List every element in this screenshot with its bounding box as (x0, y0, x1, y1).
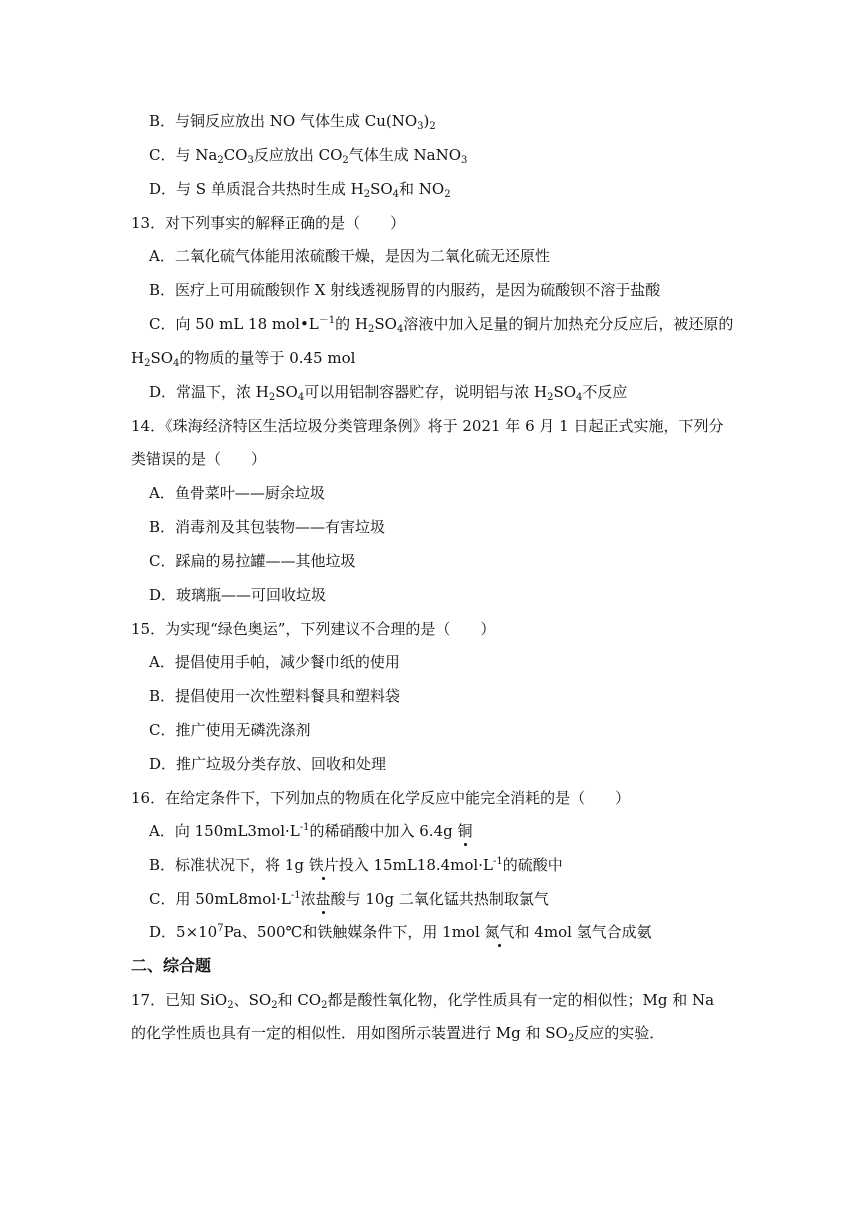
q13-option-d: D．常温下，浓 $H_2SO_4$可以用铝制容器贮存，说明铝与浓 $H_2SO_4$不反应 (149, 383, 628, 403)
emphasis-dotted-text: 氮气 (484, 923, 515, 941)
emphasis-dotted-text: 铜 (457, 822, 473, 840)
q15-option-b: B．提倡使用一次性塑料餐具和塑料袋 (149, 687, 401, 705)
emphasis-dotted-text: 铁片 (308, 856, 339, 874)
q12-option-b: B．与铜反应放出 NO 气体生成 $Cu(NO_3)_2$ (149, 112, 436, 132)
q14-option-d: D．玻璃瓶——可回收垃圾 (149, 586, 327, 604)
q16-stem: 16．在给定条件下，下列加点的物质在化学反应中能完全消耗的是（ ） (131, 789, 631, 807)
q14-option-c: C．踩扁的易拉罐——其他垃圾 (149, 552, 356, 570)
q16-option-a: A．向 $150mL3mol\cdot L^{-1}$的稀硝酸中加入 6.4g 铜 (149, 822, 473, 840)
q12-option-d: D．与 S 单质混合共热时生成 $H_2SO_4$和 $NO_2$ (149, 180, 451, 200)
emphasis-dotted-text: 浓盐酸 (300, 890, 346, 908)
q16-option-b: B．标准状况下，将 1g 铁片投入 $15mL18.4mol\cdot L^{-1}$的硫酸中 (149, 856, 563, 874)
q17-stem-line2: 的化学性质也具有一定的相似性．用如图所示装置进行 Mg 和 $SO_2$反应的实验． (131, 1024, 665, 1044)
q17-stem-line1: 17．已知 SiO$_2$、$SO_2$和 $CO_2$都是酸性氧化物，化学性质具有一定的相似性；Mg 和 Na (131, 991, 715, 1011)
section-heading: 二、综合题 (131, 956, 212, 975)
q14-option-b: B．消毒剂及其包装物——有害垃圾 (149, 518, 386, 536)
q16-option-d: D．$5\times 10^7Pa$、500℃和铁触媒条件下，用 1mol 氮气和 4mol 氢气合成氨 (149, 923, 652, 941)
q13-option-b: B．医疗上可用硫酸钡作 X 射线透视肠胃的内服药，是因为硫酸钡不溶于盐酸 (149, 281, 661, 299)
q13-option-a: A．二氧化硫气体能用浓硫酸干燥，是因为二氧化硫无还原性 (149, 247, 550, 265)
q15-option-c: C．推广使用无磷洗涤剂 (149, 721, 311, 739)
q14-option-a: A．鱼骨菜叶——厨余垃圾 (149, 484, 325, 502)
q15-option-a: A．提倡使用手帕，减少餐巾纸的使用 (149, 653, 400, 671)
q12-option-c: C．与 $Na_2CO_3$反应放出 $CO_2$气体生成 NaNO$_3$ (149, 146, 468, 166)
q13-option-c: C．向 50 mL 18 $mol•L^{-1}$的 $H_2SO_4$溶液中加入足量的铜片加热充分反应后，被还原的 (149, 315, 734, 335)
q15-stem: 15．为实现“绿色奥运”，下列建议不合理的是（ ） (131, 620, 496, 638)
q16-option-c: C．用 $50mL8mol\cdot L^{-1}$浓盐酸与 10g 二氧化锰共热制取氯气 (149, 890, 549, 908)
q13-stem: 13．对下列事实的解释正确的是（ ） (131, 214, 406, 232)
q13-option-c-continued: $H_2SO_4$的物质的量等于 0.45 mol (131, 349, 356, 369)
q15-option-d: D．推广垃圾分类存放、回收和处理 (149, 755, 387, 773)
q14-stem-line1: 14．《珠海经济特区生活垃圾分类管理条例》将于 2021 年 6 月 1 日起正式实施，下列分 (131, 417, 724, 435)
q14-stem-line2: 类错误的是（ ） (131, 450, 267, 468)
